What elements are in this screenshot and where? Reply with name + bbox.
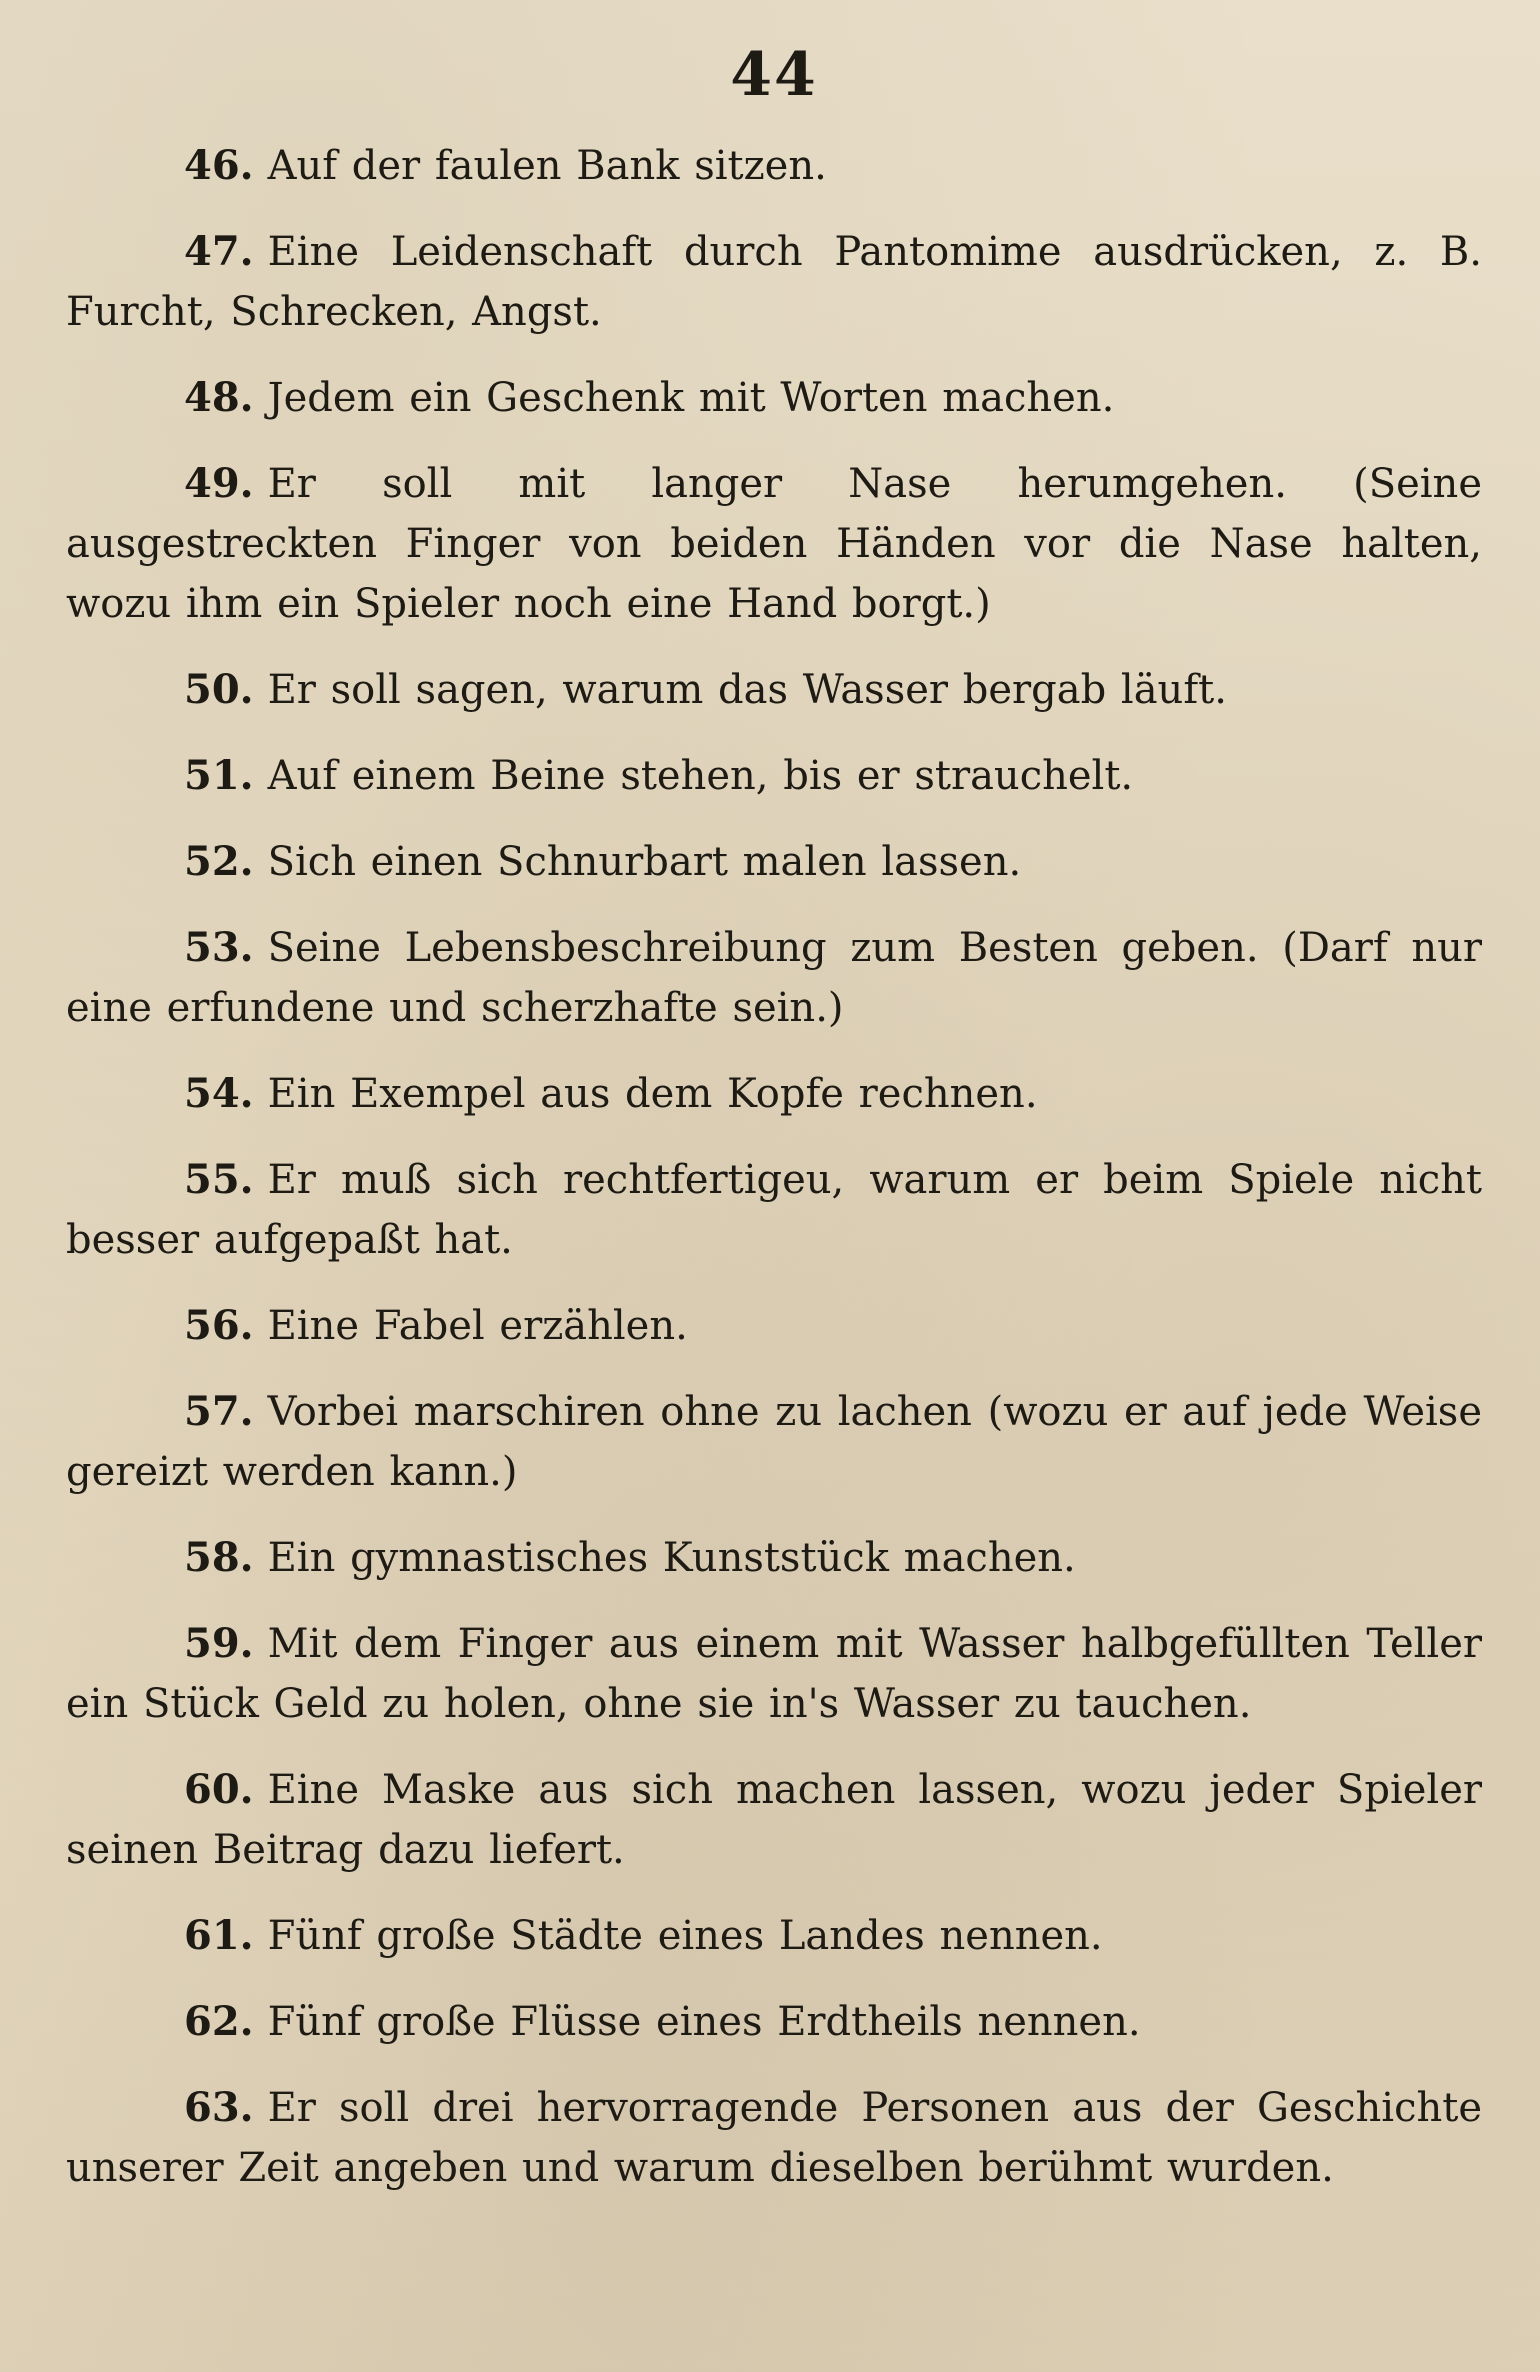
- item-number: 47.: [184, 228, 254, 275]
- item-text: Vorbei marschiren ohne zu lachen (wozu er auf jede Weise gereizt werden kann.): [66, 1389, 1482, 1495]
- list-item: [66, 136, 1482, 196]
- item-text: Ein Exempel aus dem Kopfe rechnen.: [267, 1071, 1038, 1117]
- item-number: 53.: [184, 924, 254, 971]
- item-number: 61.: [184, 1912, 254, 1959]
- item-number: 60.: [184, 1766, 254, 1813]
- item-number: 46.: [184, 142, 254, 189]
- item-text: Sich einen Schnurbart malen lassen.: [267, 839, 1022, 885]
- list-item: [66, 1064, 1482, 1124]
- item-number: 62.: [184, 1998, 254, 2045]
- list-item: [66, 660, 1482, 720]
- item-number: 63.: [184, 2084, 254, 2131]
- item-number: 51.: [184, 752, 254, 799]
- item-text: Er soll sagen, warum das Wasser bergab läuft.: [267, 667, 1227, 713]
- list-item: [66, 368, 1482, 428]
- item-text: Er soll drei hervorragende Personen aus der Geschichte unserer Zeit angeben und warum dieselben berühmt wurden.: [66, 2085, 1482, 2191]
- item-text: Auf der faulen Bank sitzen.: [267, 143, 827, 189]
- list-item: [66, 2078, 1482, 2198]
- item-number: 59.: [184, 1620, 254, 1667]
- item-text: Jedem ein Geschenk mit Worten machen.: [267, 375, 1115, 421]
- item-number: 49.: [184, 460, 254, 507]
- item-text: Er soll mit langer Nase herumgehen. (Seine ausgestreckten Finger von beiden Händen vor die Nase halten, wozu ihm ein Spieler noch eine Hand borgt.): [66, 461, 1482, 627]
- item-number: 56.: [184, 1302, 254, 1349]
- item-text: Seine Lebensbeschreibung zum Besten geben. (Darf nur eine erfundene und scherzhafte sein.): [66, 925, 1482, 1031]
- item-number: 48.: [184, 374, 254, 421]
- item-text: Fünf große Städte eines Landes nennen.: [267, 1913, 1103, 1959]
- item-text: Ein gymnastisches Kunststück machen.: [267, 1535, 1076, 1581]
- list-item: [66, 1150, 1482, 1270]
- list-item: [66, 1614, 1482, 1734]
- list-item: [66, 1382, 1482, 1502]
- item-number: 58.: [184, 1534, 254, 1581]
- item-number: 55.: [184, 1156, 254, 1203]
- list-item: [66, 1906, 1482, 1966]
- list-item: [66, 832, 1482, 892]
- item-text: Eine Leidenschaft durch Pantomime ausdrücken, z. B. Furcht, Schrecken, Angst.: [66, 229, 1482, 335]
- list-item: [66, 1992, 1482, 2052]
- page-number: 44: [730, 40, 818, 110]
- item-number: 54.: [184, 1070, 254, 1117]
- item-text: Eine Fabel erzählen.: [267, 1303, 688, 1349]
- item-number: 57.: [184, 1388, 254, 1435]
- list-item: [66, 222, 1482, 342]
- entry-list: [66, 136, 1482, 2198]
- list-item: [66, 454, 1482, 634]
- list-item: [66, 1760, 1482, 1880]
- item-number: 52.: [184, 838, 254, 885]
- list-item: [66, 918, 1482, 1038]
- item-text: Auf einem Beine stehen, bis er strauchelt.: [267, 753, 1134, 799]
- item-number: 50.: [184, 666, 254, 713]
- item-text: Fünf große Flüsse eines Erdtheils nennen.: [267, 1999, 1141, 2045]
- list-item: [66, 746, 1482, 806]
- item-text: Eine Maske aus sich machen lassen, wozu jeder Spieler seinen Beitrag dazu liefert.: [66, 1767, 1482, 1873]
- item-text: Er muß sich rechtfertigeu, warum er beim Spiele nicht besser aufgepaßt hat.: [66, 1157, 1482, 1263]
- list-item: [66, 1296, 1482, 1356]
- list-item: [66, 1528, 1482, 1588]
- item-text: Mit dem Finger aus einem mit Wasser halbgefüllten Teller ein Stück Geld zu holen, ohne sie in's Wasser zu tauchen.: [66, 1621, 1482, 1727]
